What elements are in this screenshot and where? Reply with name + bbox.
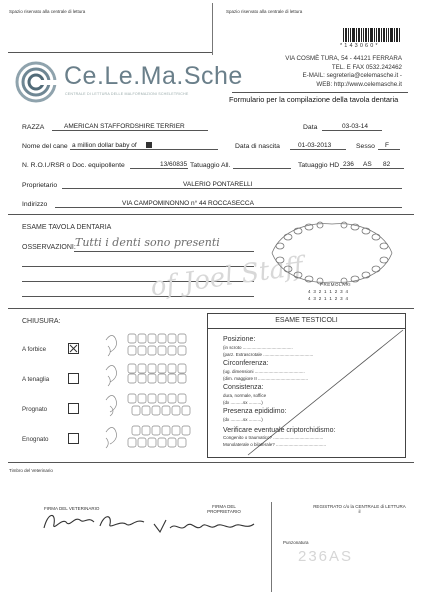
barcode — [343, 28, 401, 42]
checkbox-prognato[interactable] — [68, 403, 79, 414]
data-label: Data — [303, 124, 318, 131]
brand-contacts — [285, 55, 402, 89]
roi-label: N. R.O.I./RSR o Doc. equipollente — [22, 162, 125, 169]
razza-label: RAZZA — [22, 124, 45, 131]
consistenza-label: Consistenza: — [223, 384, 264, 391]
website: WEB: http://www.celemasche.it — [316, 80, 402, 88]
indirizzo-value[interactable]: VIA CAMPOMINONNO n° 44 ROCCASECCA — [122, 200, 254, 207]
top-divider — [212, 3, 213, 55]
timbro-label: Timbro del Veterinario — [9, 468, 53, 473]
premolari-numbers-bottom: 4 3 2 1 1 2 3 4 — [308, 296, 349, 301]
esame-title: ESAME TAVOLA DENTARIA — [22, 224, 112, 231]
title-top-rule — [232, 92, 408, 93]
premolari-numbers-top: 4 3 2 1 1 2 3 4 — [308, 289, 349, 294]
checkbox-a-tenaglia[interactable] — [68, 373, 79, 384]
tatuaggio-hd-part3[interactable]: 82 — [383, 161, 391, 168]
data-value[interactable]: 03-03-14 — [342, 123, 369, 130]
chiusura-option-label: Enognato — [22, 436, 49, 443]
checkbox-enognato[interactable] — [68, 433, 79, 444]
tatuaggio-all-label: Tatuaggio All. — [190, 162, 231, 169]
camera-icon — [146, 142, 152, 148]
consistenza-sub2[interactable]: (dx ..........sx ..........) — [223, 400, 263, 405]
stamp-number: 236AS — [298, 548, 354, 565]
punzonatura-label: Punzonatura — [283, 540, 309, 545]
tatuaggio-hd-part1[interactable]: 236 — [343, 161, 354, 168]
osservazioni-label: OSSERVAZIONI: — [22, 244, 76, 251]
firma-veterinario-signature[interactable] — [40, 510, 150, 538]
osservazioni-handwriting[interactable]: Tutti i denti sono presenti — [75, 236, 220, 249]
brand-name: Ce.Le.Ma.Sche — [64, 62, 243, 90]
sesso-label: Sesso — [356, 143, 375, 150]
circonferenza-sub1[interactable]: (ug. dimensioni ........................................ — [223, 368, 305, 374]
top-left-rule — [8, 52, 212, 53]
registrato-label: REGISTRATO c/o la CENTRALE di LETTURA il — [313, 504, 406, 514]
reserved-note-right: Spazio riservato alla centrale di lettura — [226, 9, 303, 14]
criptorchidismo-sub1[interactable]: Congenito o traumatico? ........................................ — [223, 435, 324, 440]
bite-illustrations — [102, 332, 198, 454]
chiusura-title: CHIUSURA: — [22, 318, 61, 325]
form-title: Formulario per la compilazione della tavola dentaria — [229, 95, 399, 104]
celemasche-logo-icon — [14, 60, 58, 104]
email: E-MAIL: segreteria@celemasche.it - — [302, 72, 402, 79]
cane-label: Nome del cane — [22, 143, 68, 150]
roi-value[interactable]: 13/60835 — [160, 161, 188, 168]
reserved-note-left: Spazio riservato alla centrale di lettura — [9, 9, 86, 14]
vet-signature-icon — [40, 510, 150, 534]
barcode-number: * 1 4 3 0 6 0 * — [340, 43, 378, 49]
firma-proprietario-signature[interactable] — [150, 514, 270, 541]
firma-proprietario-label: FIRMA DEL PROPRIETARIO — [207, 504, 241, 514]
checkbox-a-forbice[interactable] — [68, 343, 79, 354]
posizione-sub2[interactable]: (parz. Extrascrotale ........................................ — [223, 352, 314, 357]
indirizzo-label: Indirizzo — [22, 201, 48, 208]
telephone: TEL. E FAX 0532.242462 — [331, 63, 402, 71]
premolari-label: PREMOLARI — [320, 282, 352, 287]
tatuaggio-hd-label: Tatuaggio HD — [298, 162, 340, 169]
circonferenza-label: Circonferenza: — [223, 360, 269, 367]
testicoli-title: ESAME TESTICOLI — [275, 317, 338, 324]
criptorchidismo-sub2[interactable]: Monolaterale o bilaterale? ........................................ — [223, 442, 327, 447]
proprietario-label: Proprietario — [22, 182, 58, 189]
posizione-sub1[interactable]: (in scroto ........................................ — [223, 344, 293, 350]
firma-veterinario-label: FIRMA DEL VETERINARIO — [44, 506, 100, 511]
cane-value[interactable]: a million dollar baby of — [72, 142, 137, 149]
razza-value[interactable]: AMERICAN STAFFORDSHIRE TERRIER — [64, 123, 185, 130]
section-divider — [8, 214, 414, 215]
brand-tagline: CENTRALE DI LETTURA DELLE MALFORMAZIONI SCHELETRICHE — [65, 92, 189, 96]
check-x-icon — [69, 344, 78, 353]
watermark: of Joel Staff — [148, 251, 306, 303]
testicoli-box — [207, 313, 406, 458]
consistenza-sub1[interactable]: dura, normale, soffice — [223, 392, 267, 398]
circonferenza-sub2[interactable]: (dim. maggiore II ........................................ — [223, 376, 309, 381]
epididimo-sub1[interactable]: (dx ..........sx ..........) — [223, 416, 263, 422]
sesso-value[interactable]: F — [385, 142, 389, 149]
chiusura-option-label: A forbice — [22, 346, 47, 353]
dental-chart-diagram — [262, 218, 402, 288]
proprietario-value[interactable]: VALERIO PONTARELLI — [183, 181, 253, 188]
criptorchidismo-label: Verificare eventuale criptorchidismo: — [223, 427, 336, 434]
address: VIA COSMÈ TURA, 54 - 44121 FERRARA — [285, 55, 402, 62]
epididimo-label: Presenza epididimo: — [223, 408, 287, 415]
posizione-label: Posizione: — [223, 336, 256, 343]
tatuaggio-hd-part2[interactable]: AS — [363, 161, 372, 168]
chiusura-option-label: Prognato — [22, 406, 48, 413]
chiusura-option-label: A tenaglia — [22, 376, 50, 383]
nascita-label: Data di nascita — [235, 143, 280, 150]
owner-signature-icon — [150, 514, 270, 536]
nascita-value[interactable]: 01-03-2013 — [298, 142, 332, 149]
